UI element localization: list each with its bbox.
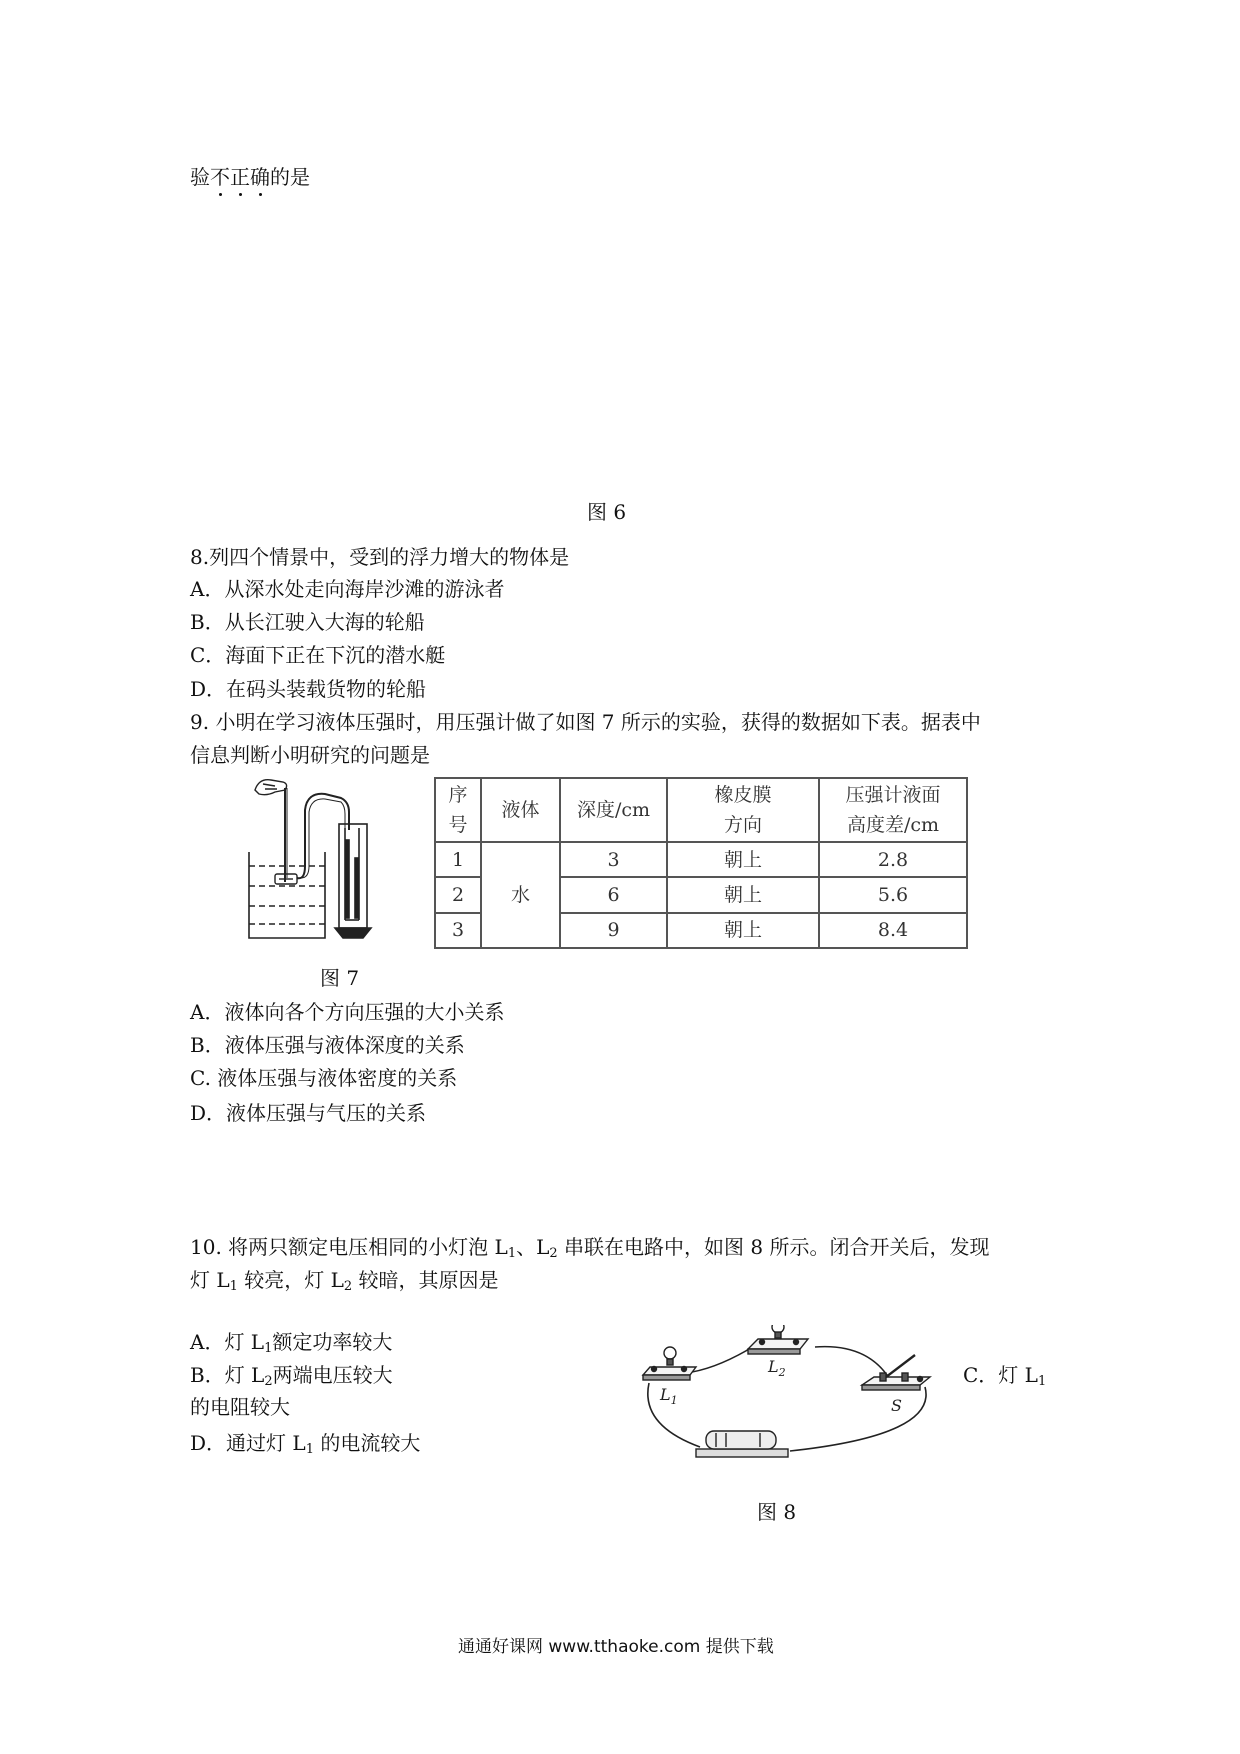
table-cell-index: 1 [435, 842, 481, 877]
hand-icon [255, 780, 287, 795]
fig6-caption: 图 6 [587, 500, 627, 524]
label-switch: S [891, 1396, 902, 1415]
lamp-l2-icon [748, 1325, 808, 1354]
q9-stem-line2: 信息判断小明研究的问题是 [190, 743, 430, 767]
q9-option-c: C. 液体压强与液体密度的关系 [190, 1066, 458, 1090]
q9-stem-line1: 9. 小明在学习液体压强时，用压强计做了如图 7 所示的实验，获得的数据如下表。据表中 [190, 710, 981, 734]
q10-option-d: D．通过灯 $L_1$ 的电流较大 [190, 1431, 421, 1457]
q7-emphasis-char: 正 [230, 165, 250, 189]
q9-option-b: B．液体压强与液体深度的关系 [190, 1033, 465, 1057]
q7-text-suffix: 的是 [270, 165, 310, 189]
q7-emphasis-char: 不 [210, 165, 230, 189]
table-cell-height-diff: 5.6 [819, 877, 967, 912]
table-cell-direction: 朝上 [667, 877, 819, 912]
experiment-data-table [434, 777, 968, 949]
circuit-wire [692, 1345, 756, 1372]
series-circuit-figure [640, 1325, 940, 1475]
table-cell-direction: 朝上 [667, 842, 819, 877]
footer-download-notice: 通通好课网 www.tthaoke.com 提供下载 [458, 1637, 774, 1657]
q8-option-a: A．从深水处走向海岸沙滩的游泳者 [190, 577, 505, 601]
label-l1: $L_1$ [660, 1385, 678, 1407]
q10-option-a: A．灯 $L_1$额定功率较大 [190, 1330, 393, 1356]
table-cell-depth: 3 [560, 842, 667, 877]
u-tube-manometer-icon [335, 824, 371, 938]
table-cell-index: 2 [435, 877, 481, 912]
table-cell-height-diff: 8.4 [819, 913, 967, 948]
q9-option-a: A．液体向各个方向压强的大小关系 [190, 1000, 505, 1024]
table-cell-height-diff: 2.8 [819, 842, 967, 877]
q7-emphasis-char: 确 [250, 165, 270, 189]
battery-icon [696, 1431, 788, 1457]
fig7-caption: 图 7 [320, 966, 360, 990]
q10-stem-line2: 灯 $L_1$ 较亮，灯 $L_2$ 较暗，其原因是 [190, 1268, 499, 1294]
q8-option-c: C．海面下正在下沉的潜水艇 [190, 643, 446, 667]
circuit-wire [648, 1383, 700, 1447]
q7-tail [190, 165, 310, 189]
table-row [435, 842, 967, 877]
circuit-wire [790, 1387, 926, 1451]
table-header-depth: 深度/cm [560, 778, 667, 842]
pressure-gauge-apparatus-figure [245, 770, 390, 948]
q10-stem-line1: 10. 将两只额定电压相同的小灯泡 $L_1$、$L_2$ 串联在电路中，如图 8 所示。闭合开关后，发现 [190, 1235, 990, 1261]
lamp-l1-icon [643, 1347, 696, 1380]
label-l2: $L_2$ [768, 1357, 786, 1379]
q8-stem: 8.列四个情景中，受到的浮力增大的物体是 [190, 545, 570, 569]
table-header-height-difference: 压强计液面 高度差/cm [819, 778, 967, 842]
q7-text-prefix: 验 [190, 165, 210, 189]
q10-option-c-tail: 的电阻较大 [190, 1395, 290, 1419]
table-cell-depth: 6 [560, 877, 667, 912]
table-cell-index: 3 [435, 913, 481, 948]
q10-option-b: B．灯 $L_2$两端电压较大 [190, 1363, 393, 1389]
table-header-index: 序 号 [435, 778, 481, 842]
fig8-caption: 图 8 [757, 1500, 797, 1524]
q8-option-b: B．从长江驶入大海的轮船 [190, 610, 425, 634]
table-header-liquid: 液体 [481, 778, 560, 842]
table-header-row [435, 778, 967, 842]
table-cell-direction: 朝上 [667, 913, 819, 948]
q9-option-d: D．液体压强与气压的关系 [190, 1101, 427, 1125]
table-header-membrane-direction: 橡皮膜 方向 [667, 778, 819, 842]
table-cell-depth: 9 [560, 913, 667, 948]
table-cell-liquid: 水 [481, 842, 560, 948]
q8-option-d: D．在码头装载货物的轮船 [190, 677, 427, 701]
q10-option-c: C．灯 $L_1$ [963, 1363, 1047, 1389]
